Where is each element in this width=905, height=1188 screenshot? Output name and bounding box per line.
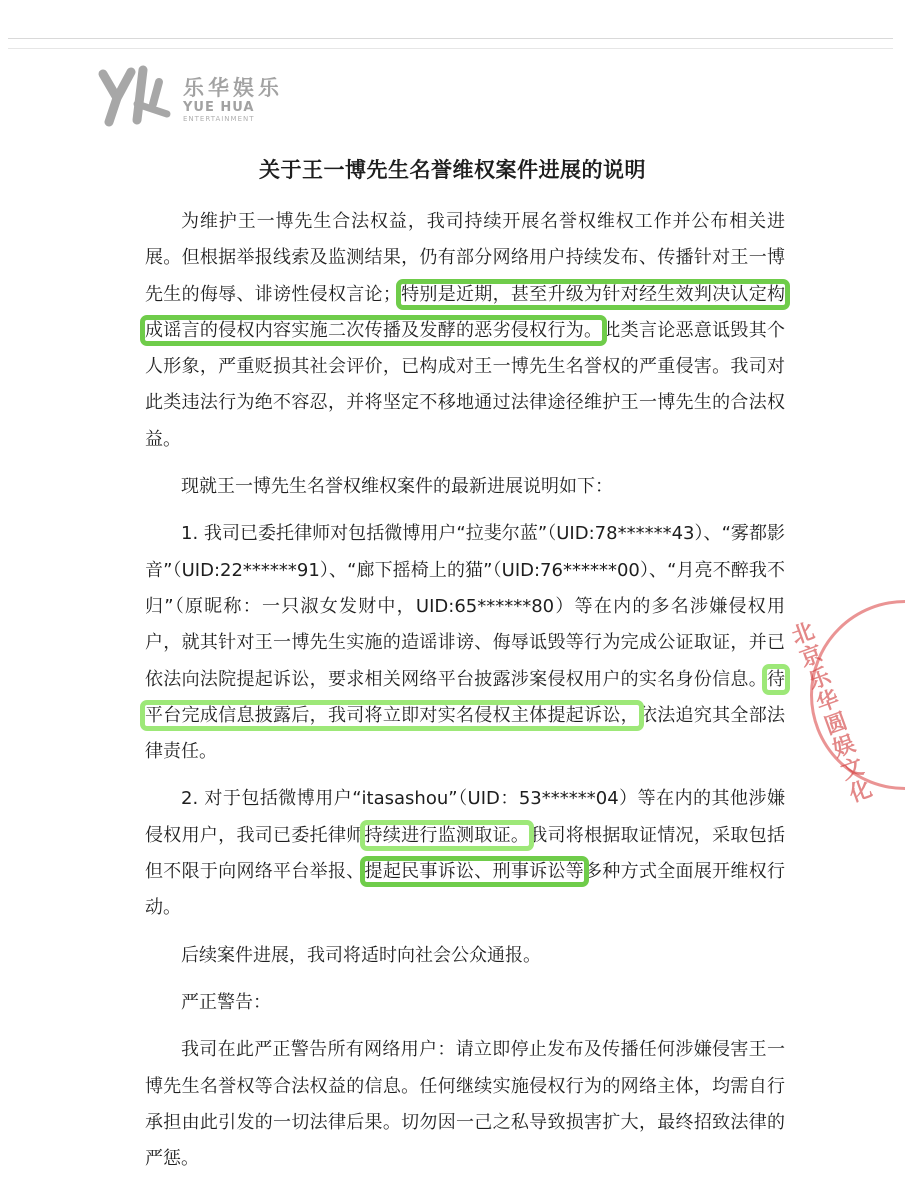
highlight-box: 提起民事诉讼、刑事诉讼等: [364, 861, 585, 883]
company-seal-stamp: [788, 600, 905, 808]
paragraph-warning: 我司在此严正警告所有网络用户：请立即停止发布及传播任何涉嫌侵害王一博先生名誉权等合法权益的信息。任何继续实施侵权行为的网络主体，均需自行承担由此引发的一切法律后果。切勿因一己之私导致损害扩大，最终招致法律的严惩。: [145, 1039, 785, 1170]
item-1-text-c: 依法追究其全部法律责任。: [145, 704, 786, 763]
scan-edge-line: [8, 38, 893, 39]
paragraph-warning-heading: 严正警告：: [181, 991, 271, 1013]
scan-edge-line: [8, 48, 893, 49]
paragraph-lead: 现就王一博先生名誉权维权案件的最新进展说明如下：: [181, 476, 613, 498]
item-2-text-e: 多种方式全面展开维权行动。: [145, 861, 786, 919]
paragraph-followup: 后续案件进展，我司将适时向社会公众通报。: [181, 944, 541, 966]
highlight-box: 待平台完成信息披露后，我司将立即对实名侵权主体提起诉讼，: [145, 668, 785, 726]
logo-chinese-name: 乐华娱乐: [183, 76, 283, 100]
paragraph-item-1: [145, 516, 785, 770]
intro-text-c: 此类言论恶意诋毁其个人形象，严重贬损其社会评价，已构成对王一博先生名誉权的严重侵害。我司对此类违法行为绝不容忍，并将坚定不移地通过法律途径维护王一博先生的合法权益。: [145, 319, 786, 450]
logo-english-subtitle: ENTERTAINMENT: [183, 115, 255, 123]
item-2-text-a: 2. 对于包括微博用户“itasashou”（UID：53******04）等在内的其他涉嫌侵权用户，我司已委托律师: [145, 788, 785, 846]
intro-text-a: 为维护王一博先生合法权益，我司持续开展名誉权维权工作并公布相关进展。但根据举报线索及监测结果，仍有部分网络用户持续发布、传播针对王一博先生的侮辱、诽谤性侵权言论；: [145, 211, 785, 305]
document-title: 关于王一博先生名誉维权案件进展的说明: [259, 158, 646, 182]
highlight-box: 特别是近期，甚至升级为针对经生效判决认定构成谣言的侵权内容实施二次传播及发酵的恶劣侵权行为。: [145, 283, 786, 341]
paragraph-intro: [145, 204, 785, 458]
highlight-box: 持续进行监测取证。: [364, 824, 530, 846]
yuehua-logo-icon: [95, 64, 173, 130]
logo-english-name: YUE HUA: [183, 100, 255, 115]
paragraph-item-2: [145, 781, 785, 926]
seal-text: 北京乐华圆娱文化: [788, 618, 876, 808]
item-2-text-c: 我司将根据取证情况，采取包括但不限于向网络平台举报、: [145, 824, 786, 883]
document-body: [145, 204, 785, 1188]
company-logo: [95, 64, 285, 134]
item-1-text-a: 1. 我司已委托律师对包括微博用户“拉斐尔蓝”（UID:78******43）、“雾都影音”（UID:22******91）、“廊下摇椅上的猫”（UID:76******00）、“月亮不醉我不归”（原昵称：一只淑女发财中，UID:65******80）等在内的多名涉嫌侵权用户，就其针对王一博先生实施的造谣诽谤、侮辱诋毁等行为完成公证取证，并已依法向法院提起诉讼，要求相关网络平台披露涉案侵权用户的实名身份信息。: [145, 523, 785, 690]
